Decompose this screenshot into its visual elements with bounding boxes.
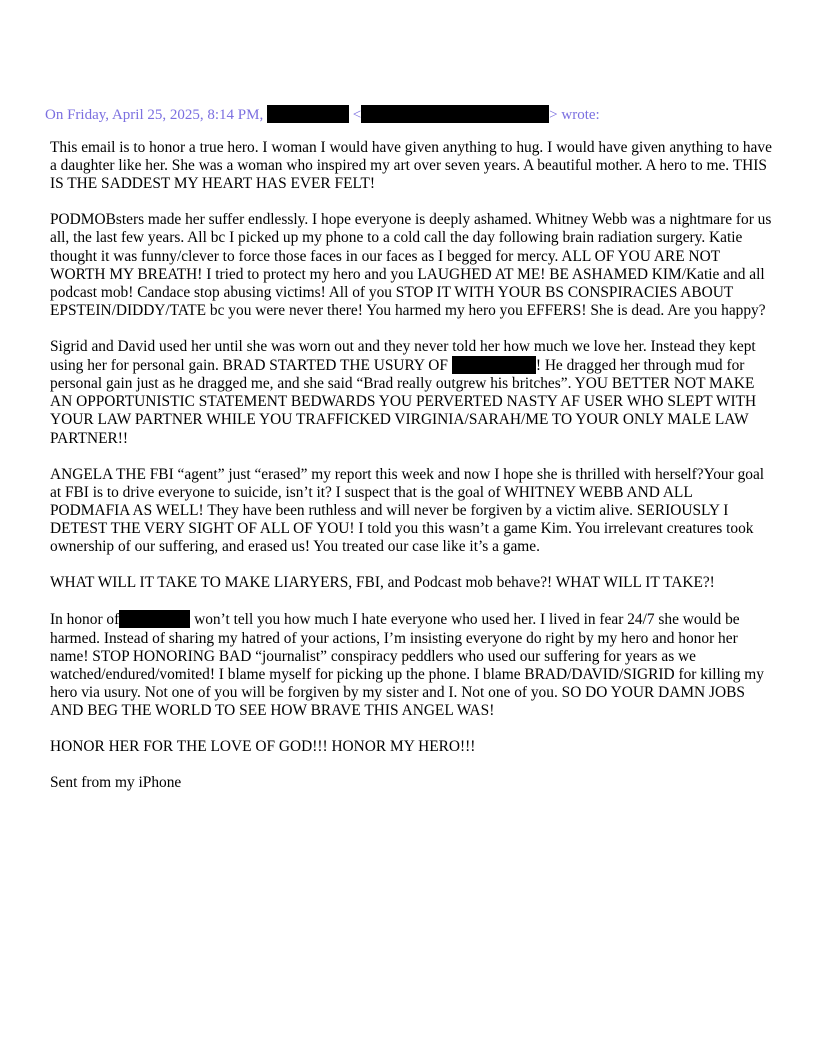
- paragraph-6-part-a: In honor of: [50, 611, 120, 629]
- header-date-text: On Friday, April 25, 2025, 8:14 PM,: [45, 107, 264, 123]
- redacted-sender-email: [361, 105, 549, 123]
- redacted-name-1: [452, 356, 536, 374]
- paragraph-1: This email is to honor a true hero. I woman I would have given anything to hug. I would have given anything to have a daughter like her. She was a woman who inspired my art over seven years. A beautiful mother. A hero to me. THIS IS THE SADDEST MY HEART HAS EVER FELT!: [50, 139, 772, 193]
- redacted-sender-name: [267, 105, 349, 123]
- paragraph-2: PODMOBsters made her suffer endlessly. I hope everyone is deeply ashamed. Whitney Webb was a nightmare for us all, the last few years. All bc I picked up my phone to a cold call the day following brain radiation surgery. Katie thought it was funny/clever to force those faces in our faces as I begged for mercy. ALL OF YOU ARE NOT WORTH MY BREATH! I tried to protect my hero and you LAUGHED AT ME! BE ASHAMED KIM/Katie and all podcast mob! Candace stop abusing victims! All of you STOP IT WITH YOUR BS CONSPIRACIES ABOUT EPSTEIN/DIDDY/TATE bc you were never there! You harmed my hero you EFFERS! She is dead. Are you happy?: [50, 211, 772, 319]
- header-wrote-text: > wrote:: [549, 107, 600, 123]
- email-signature: Sent from my iPhone: [50, 774, 182, 792]
- email-quote-header: [45, 105, 600, 124]
- header-angle-open: <: [352, 107, 362, 123]
- paragraph-6-part-b: won’t tell you how much I hate everyone who used her. I lived in fear 24/7 she would be harmed. Instead of sharing my hatred of your actions, I’m insisting everyone do right by my hero and honor her name! STOP HONORING BAD “journalist” conspiracy peddlers who used our suffering for years as we watched/endured/vomited! I blame myself for picking up the phone. I blame BRAD/DAVID/SIGRID for killing my hero via usury. Not one of you will be forgiven by my sister and I. Not one of you. SO DO YOUR DAMN JOBS AND BEG THE WORLD TO SEE HOW BRAVE THIS ANGEL WAS!: [50, 611, 764, 719]
- paragraph-3: [50, 338, 774, 448]
- paragraph-4: ANGELA THE FBI “agent” just “erased” my report this week and now I hope she is thrilled with herself?Your goal at FBI is to drive everyone to suicide, isn’t it? I suspect that is the goal of WHITNEY WEBB AND ALL PODMAFIA AS WELL! They have been ruthless and will never be forgiven by a victim alive. SERIOUSLY I DETEST THE VERY SIGHT OF ALL OF YOU! I told you this wasn’t a game Kim. You irrelevant creatures took ownership of our suffering, and erased us! You treated our case like it’s a game.: [50, 465, 765, 556]
- redacted-name-2: [119, 610, 190, 628]
- email-body: [50, 139, 774, 792]
- paragraph-3-part-b: ! He dragged her through mud for personal gain just as he dragged me, and she said “Brad really outgrew his britches”. YOU BETTER NOT MAKE AN OPPORTUNISTIC STATEMENT BEDWARDS YOU PERVERTED NASTY AF USER WHO SLEPT WITH YOUR LAW PARTNER WHILE YOU TRAFFICKED VIRGINIA/SARAH/ME TO YOUR ONLY MALE LAW PARTNER!!: [50, 357, 757, 447]
- paragraph-6: [50, 610, 774, 720]
- paragraph-3-part-a: Sigrid and David used her until she was worn out and they never told her how much we love her. Instead they kept using her for personal gain. BRAD STARTED THE USURY OF: [50, 338, 756, 375]
- paragraph-7: HONOR HER FOR THE LOVE OF GOD!!! HONOR MY HERO!!!: [50, 738, 476, 756]
- paragraph-5: WHAT WILL IT TAKE TO MAKE LIARYERS, FBI, and Podcast mob behave?! WHAT WILL IT TAKE?!: [50, 574, 715, 592]
